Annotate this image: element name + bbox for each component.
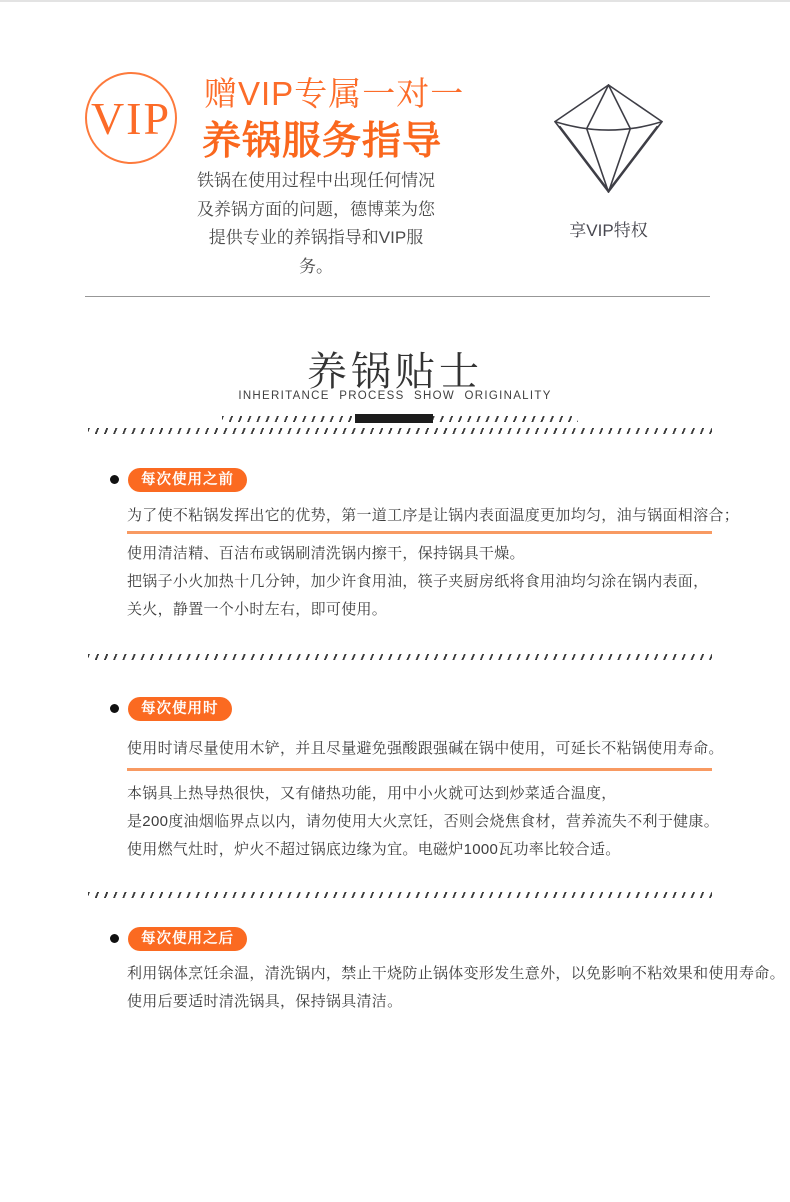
bullet-dot-icon [110, 934, 119, 943]
dotted-separator [88, 654, 712, 660]
section-badge-after-use: 每次使用之后 [128, 927, 247, 951]
tips-title: 养锅贴士 [307, 350, 483, 394]
vip-description [196, 167, 436, 281]
body-line: 利用锅体烹饪余温，清洗锅内，禁止干烧防止锅体变形发生意外，以免影响不粘效果和使用寿命。 [127, 965, 785, 982]
vip-description-line: 及养锅方面的问题，德博莱为您 [197, 199, 435, 219]
vip-headline-bold: 养锅服务指导 [202, 120, 443, 163]
section-badge-during-use: 每次使用时 [128, 697, 232, 721]
section-body-text [127, 960, 785, 1016]
vip-privilege-label: 享VIP特权 [569, 221, 648, 240]
tips-subtitle: INHERITANCE PROCESS SHOW ORIGINALITY [238, 390, 552, 402]
orange-underline [127, 531, 712, 534]
dotted-separator [88, 892, 712, 898]
dotted-separator [88, 428, 712, 434]
bullet-dot-icon [110, 704, 119, 713]
orange-underline [127, 768, 712, 771]
diamond-icon [549, 82, 668, 196]
section-intro-text: 为了使不粘锅发挥出它的优势，第一道工序是让锅内表面温度更加均匀，油与锅面相溶合； [127, 507, 740, 524]
decorative-black-bar [355, 414, 433, 423]
body-line: 关火，静置一个小时左右，即可使用。 [127, 601, 388, 618]
vip-circle-icon [85, 72, 177, 164]
body-line: 本锅具上热导热很快，又有储热功能，用中小火就可达到炒菜适合温度， [127, 785, 617, 802]
section-divider-line [85, 296, 710, 297]
vip-description-line: 铁锅在使用过程中出现任何情况 [197, 171, 435, 190]
body-line: 是200度油烟临界点以内，请勿使用大火烹饪，否则会烧焦食材，营养流失不利于健康。 [127, 813, 720, 830]
top-divider-line [0, 0, 790, 2]
section-badge-before-use: 每次使用之前 [128, 468, 247, 492]
body-line: 使用后要适时清洗锅具，保持锅具清洁。 [127, 993, 403, 1010]
body-line: 使用清洁精、百洁布或锅刷清洗锅内擦干，保持锅具干燥。 [127, 545, 525, 562]
vip-headline-light: 赠VIP专属一对一 [204, 75, 465, 112]
vip-description-line: 提供专业的养锅指导和VIP服务。 [208, 228, 424, 276]
section-body-text [127, 780, 719, 864]
body-line: 使用燃气灶时，炉火不超过锅底边缘为宜。电磁炉1000瓦功率比较合适。 [127, 841, 621, 858]
bullet-dot-icon [110, 475, 119, 484]
section-body-text [127, 540, 708, 624]
vip-circle-label: VIP [90, 92, 172, 144]
body-line: 把锅子小火加热十几分钟，加少许食用油，筷子夹厨房纸将食用油均匀涂在锅内表面， [127, 573, 709, 590]
section-intro-text: 使用时请尽量使用木铲，并且尽量避免强酸跟强碱在锅中使用，可延长不粘锅使用寿命。 [127, 740, 724, 757]
